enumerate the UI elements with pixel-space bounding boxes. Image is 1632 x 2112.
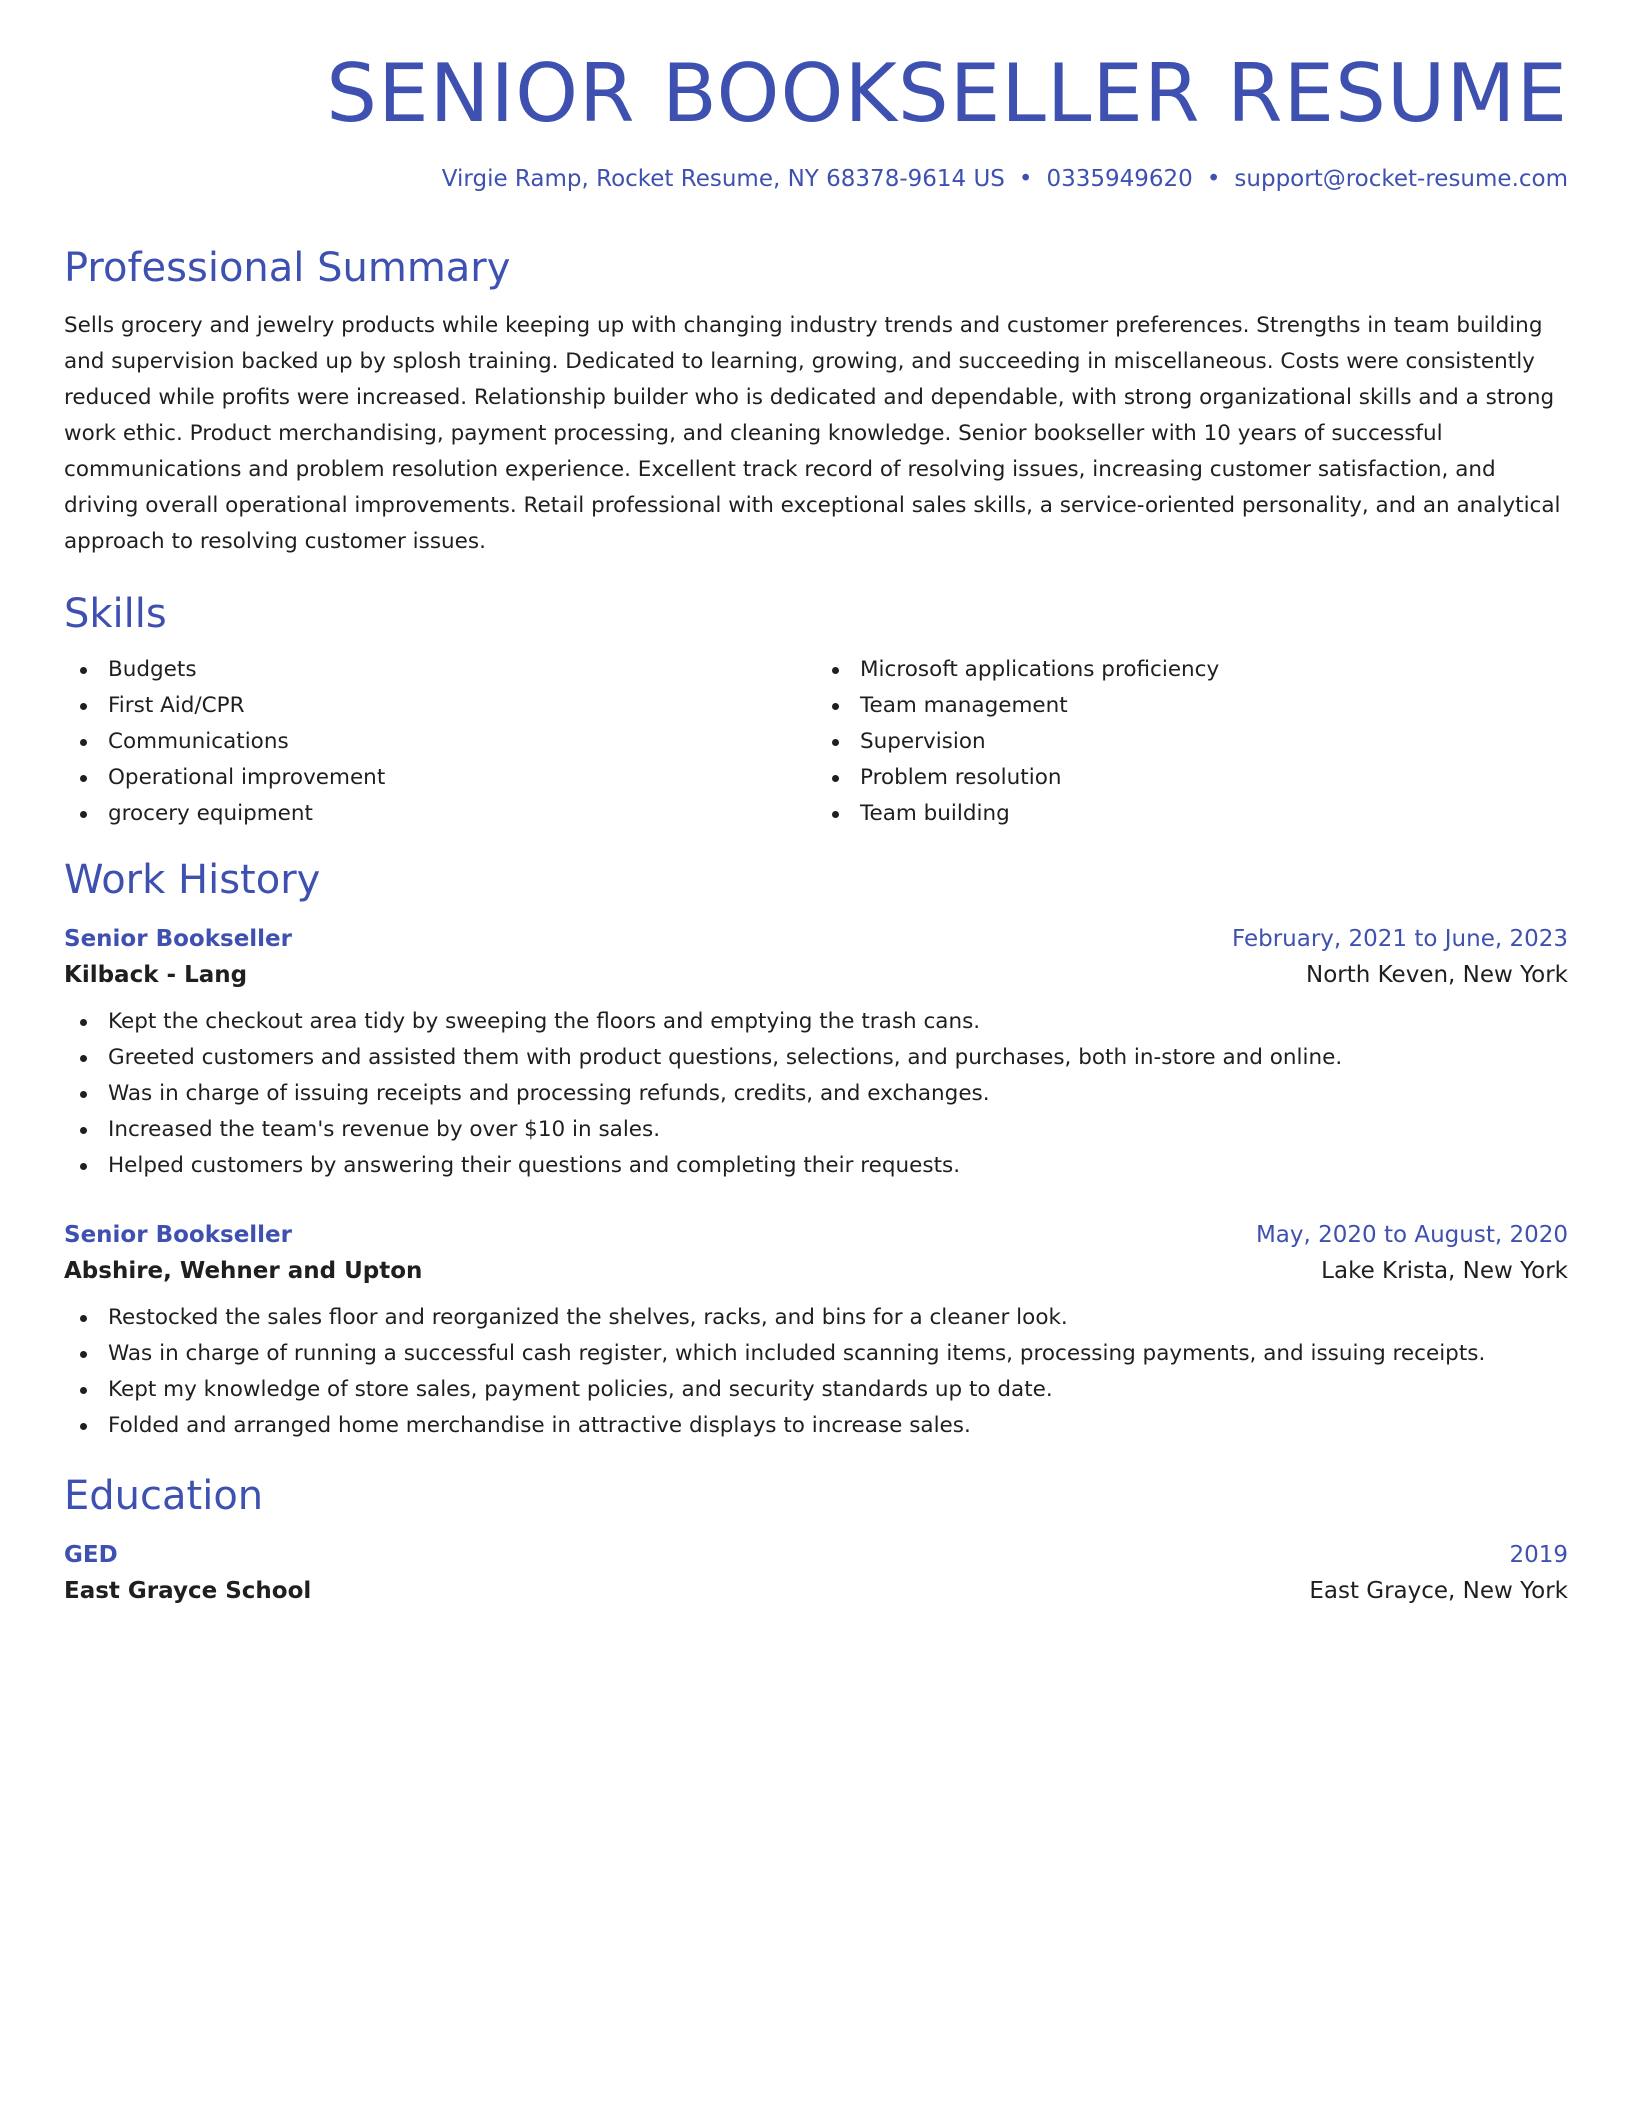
job-entry [64,1222,1568,1444]
work-history-heading: Work History [64,857,321,903]
summary-heading: Professional Summary [64,245,511,291]
job-employer-row [64,962,1568,988]
job-location: Lake Krista, New York [1321,1258,1568,1284]
job-dates: May, 2020 to August, 2020 [1255,1222,1568,1248]
duty-item: Restocked the sales floor and reorganized the shelves, racks, and bins for a cleaner look. [64,1300,1568,1336]
job-role: Senior Bookseller [64,1222,293,1248]
summary-text: Sells grocery and jewelry products while keeping up with changing industry trends and customer preferences. Strengths in team building and supervision backed up by splosh training. Dedicated to learning, growing, and succeeding in miscellaneous. Costs were consistently reduced while profits were increased. Relationship builder who is dedicated and dependable, with strong organizational skills and a strong work ethic. Product merchandising, payment processing, and cleaning knowledge. Senior bookseller with 10 years of successful communications and problem resolution experience. Excellent track record of resolving issues, increasing customer satisfaction, and driving overall operational improvements. Retail professional with exceptional sales skills, a service-oriented personality, and an analytical approach to resolving customer issues. [64,313,1561,554]
job-duties [64,1004,1568,1184]
education-school-row [64,1578,1568,1604]
education-heading: Education [64,1473,264,1519]
skill-item: Microsoft applications proficiency [816,652,1568,688]
job-dates: February, 2021 to June, 2023 [1231,926,1568,952]
contact-separator: • [1206,166,1221,192]
skills-column-right [816,652,1568,832]
duty-item: Helped customers by answering their questions and completing their requests. [64,1148,1568,1184]
skill-item: Team management [816,688,1568,724]
skill-item: Communications [64,724,816,760]
job-title-row [64,1222,1568,1248]
skills-list [64,652,1568,832]
skill-item: First Aid/CPR [64,688,816,724]
skill-item: Budgets [64,652,816,688]
skills-heading: Skills [64,591,167,637]
job-employer: Abshire, Wehner and Upton [64,1258,423,1284]
education-location: East Grayce, New York [1309,1578,1568,1604]
contact-line [64,166,1568,192]
job-entry [64,926,1568,1184]
job-role: Senior Bookseller [64,926,293,952]
skill-item: Team building [816,796,1568,832]
resume-title: SENIOR BOOKSELLER RESUME [326,47,1568,140]
job-duties [64,1300,1568,1444]
education-degree: GED [64,1542,118,1568]
duty-item: Kept my knowledge of store sales, payment policies, and security standards up to date. [64,1372,1568,1408]
duty-item: Was in charge of issuing receipts and processing refunds, credits, and exchanges. [64,1076,1568,1112]
duty-item: Greeted customers and assisted them with product questions, selections, and purchases, both in-store and online. [64,1040,1568,1076]
duty-item: Kept the checkout area tidy by sweeping the floors and emptying the trash cans. [64,1004,1568,1040]
skill-item: Operational improvement [64,760,816,796]
skill-item: Problem resolution [816,760,1568,796]
duty-item: Folded and arranged home merchandise in attractive displays to increase sales. [64,1408,1568,1444]
job-title-row [64,926,1568,952]
job-employer: Kilback - Lang [64,962,248,988]
education-degree-row [64,1542,1568,1568]
job-location: North Keven, New York [1305,962,1568,988]
education-year: 2019 [1509,1542,1568,1568]
contact-separator: • [1018,166,1033,192]
duty-item: Was in charge of running a successful cash register, which included scanning items, processing payments, and issuing receipts. [64,1336,1568,1372]
duty-item: Increased the team's revenue by over $10 in sales. [64,1112,1568,1148]
skill-item: grocery equipment [64,796,816,832]
education-school: East Grayce School [64,1578,312,1604]
skill-item: Supervision [816,724,1568,760]
education-entry [64,1542,1568,1604]
contact-address: Virgie Ramp, Rocket Resume, NY 68378-9614 US [441,166,1005,192]
job-employer-row [64,1258,1568,1284]
skills-column-left [64,652,816,832]
contact-phone: 0335949620 [1046,166,1193,192]
contact-email: support@rocket-resume.com [1234,166,1568,192]
